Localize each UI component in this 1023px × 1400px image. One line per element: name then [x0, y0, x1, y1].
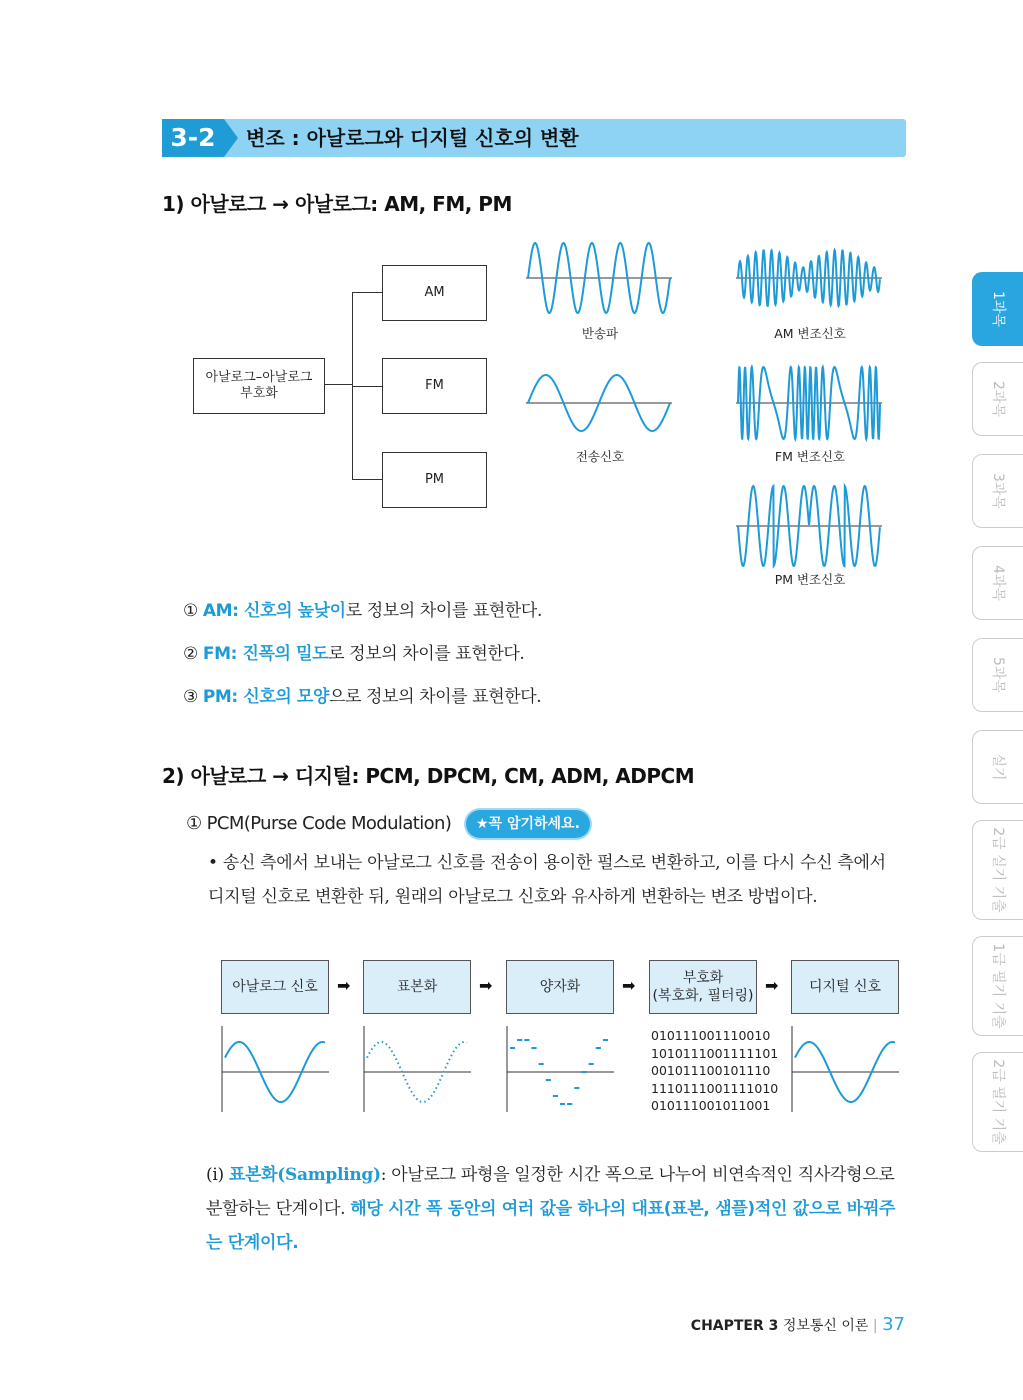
flow-box-encode: 부호화 (복호화, 필터링) — [649, 960, 757, 1014]
pcm-description: • 송신 측에서 보내는 아날로그 신호를 전송이 용이한 펄스로 변환하고, 이를 다시 수신 측에서 디지털 신호로 변환한 뒤, 원래의 아날로그 신호와 유사하게 변환하는 변조 방법이다. — [208, 853, 886, 907]
tab-subject-2[interactable]: 2과목 — [972, 362, 1023, 436]
pcm-title: ① PCM(Purse Code Modulation) — [186, 813, 452, 834]
binary-row: 1010111001111101 — [651, 1045, 779, 1061]
footer-title: 정보통신 이론 — [782, 1318, 869, 1334]
digital-signal-figure — [789, 1026, 901, 1114]
flow-arrow-icon: ➡ — [765, 976, 779, 995]
signal-caption: 전송신호 — [575, 449, 625, 464]
item-number: ② — [183, 644, 198, 664]
tree-connector — [352, 386, 382, 387]
sampling-number: (i) — [206, 1165, 224, 1185]
item-number: ③ — [183, 687, 198, 707]
tree-am-box: AM — [382, 265, 487, 321]
page-footer: CHAPTER 3 정보통신 이론 | 37 — [690, 1314, 905, 1335]
tab-subject-3[interactable]: 3과목 — [972, 454, 1023, 528]
flow-arrow-icon: ➡ — [337, 976, 351, 995]
carrier-wave-figure — [520, 235, 680, 325]
am-caption: AM 변조신호 — [774, 326, 846, 341]
item-text: 로 정보의 차이를 표현한다. — [345, 601, 542, 621]
item-number: ① — [183, 601, 198, 621]
flow-box-quantize: 양자화 — [506, 960, 614, 1014]
am-wave-figure — [730, 235, 890, 325]
sampling-key: 표본화(Sampling) — [228, 1165, 381, 1185]
analog-signal-figure — [219, 1026, 331, 1114]
sampling-text: : 아날로그 파형을 일정한 시간 폭으로 나누어 비연속적인 직사각형으로 분할하는 단계이다. — [206, 1165, 895, 1219]
binary-code-block — [651, 1027, 778, 1115]
carrier-caption: 반송파 — [581, 326, 619, 341]
flow-arrow-icon: ➡ — [479, 976, 493, 995]
heading-analog-analog: 1) 아날로그 → 아날로그: AM, FM, PM — [162, 192, 512, 216]
section-number: 3-2 — [162, 119, 224, 157]
binary-row: 001011100101110 — [651, 1063, 771, 1078]
tree-connector — [324, 384, 353, 385]
list-item-pm — [183, 682, 541, 707]
tab-level2-practical[interactable]: 2급 실기 기출 — [972, 820, 1023, 920]
tab-level2-written[interactable]: 2급 필기 기출 — [972, 1052, 1023, 1152]
section-title: 변조 : 아날로그와 디지털 신호의 변환 — [246, 126, 579, 150]
tab-subject-1[interactable]: 1과목 — [972, 272, 1023, 346]
item-key: AM: 신호의 높낮이 — [202, 601, 346, 621]
flow-box-analog: 아날로그 신호 — [221, 960, 329, 1014]
sampling-paragraph — [206, 1158, 906, 1260]
list-item-am — [183, 596, 542, 621]
tab-level1-written[interactable]: 1급 필기 기출 — [972, 936, 1023, 1036]
binary-row: 1110111001111010 — [651, 1080, 779, 1096]
quantized-signal-figure — [504, 1026, 616, 1114]
tab-subject-4[interactable]: 4과목 — [972, 546, 1023, 620]
binary-row: 010111001110010 — [651, 1028, 771, 1043]
page-number: 37 — [882, 1314, 905, 1335]
tree-pm-box: PM — [382, 452, 487, 508]
flow-arrow-icon: ➡ — [622, 976, 636, 995]
list-item-fm — [183, 639, 524, 664]
item-text: 으로 정보의 차이를 표현한다. — [328, 687, 542, 707]
signal-wave-figure — [520, 360, 680, 450]
item-key: PM: 신호의 모양 — [202, 687, 329, 707]
tab-subject-5[interactable]: 5과목 — [972, 638, 1023, 712]
tree-root-box: 아날로그–아날로그 부호화 — [193, 358, 325, 414]
tree-connector — [352, 292, 382, 293]
tree-fm-box: FM — [382, 358, 487, 414]
heading-analog-digital: 2) 아날로그 → 디지털: PCM, DPCM, CM, ADM, ADPCM — [162, 764, 695, 788]
fm-wave-figure — [730, 358, 890, 448]
flow-box-sampling: 표본화 — [363, 960, 471, 1014]
sampling-emphasis: 해당 시간 폭 동안의 여러 값을 하나의 대표(표본, 샘플)적인 값으로 바꿔주는 단계이다. — [206, 1199, 896, 1253]
flow-box-digital: 디지털 신호 — [791, 960, 899, 1014]
binary-row: 010111001011001 — [651, 1098, 771, 1113]
memorize-badge: ★꼭 암기하세요. — [466, 810, 590, 838]
section-arrow-icon — [224, 119, 238, 157]
item-key: FM: 진폭의 밀도 — [202, 644, 329, 664]
tree-connector — [352, 479, 382, 480]
item-text: 로 정보의 차이를 표현한다. — [328, 644, 525, 664]
pm-caption: PM 변조신호 — [774, 572, 846, 587]
tab-practical[interactable]: 실기 — [972, 730, 1023, 804]
fm-caption: FM 변조신호 — [774, 449, 846, 464]
sampled-signal-figure — [361, 1026, 473, 1114]
pm-wave-figure — [730, 480, 890, 572]
footer-chapter: CHAPTER 3 — [690, 1318, 779, 1334]
